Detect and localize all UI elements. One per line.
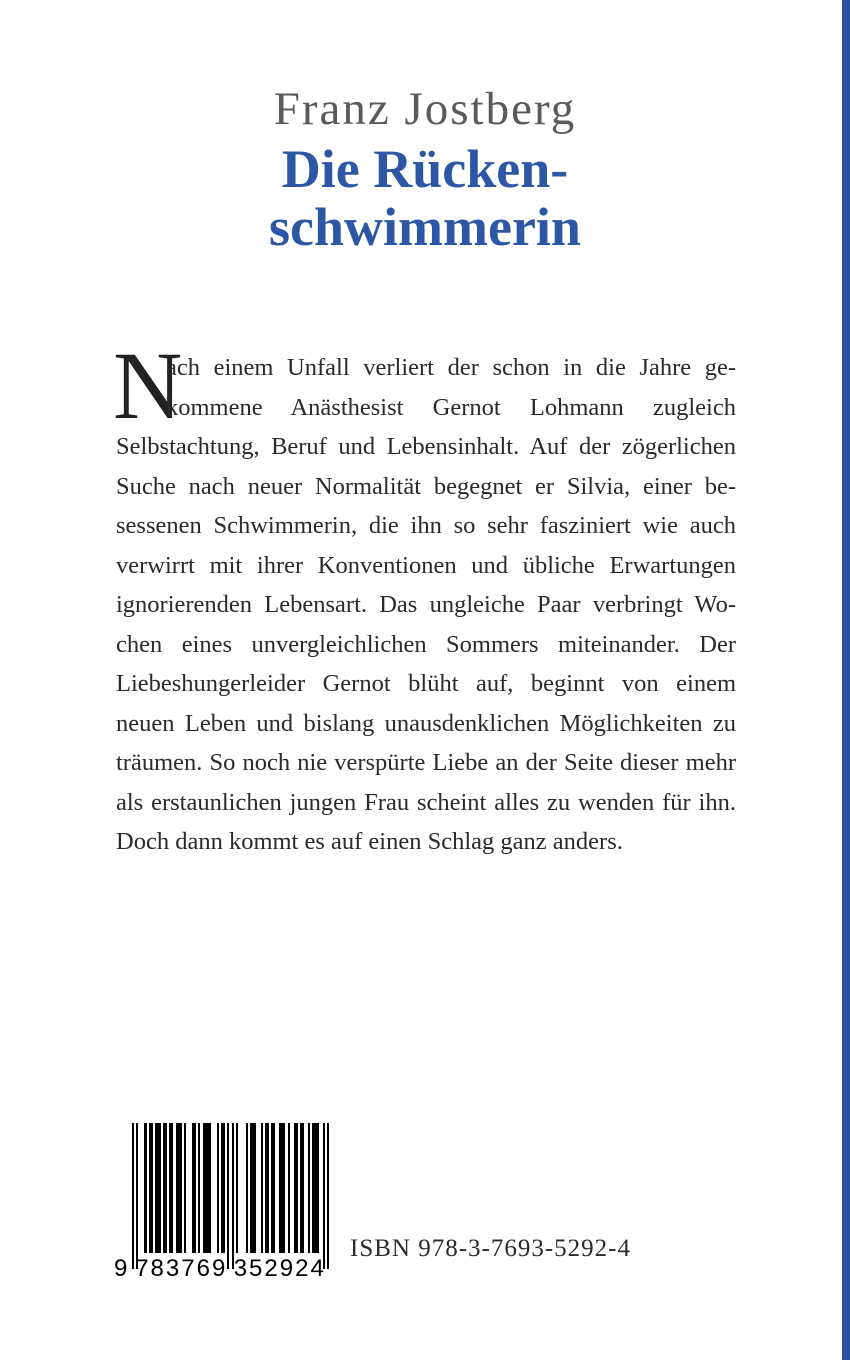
blurb-line: Selbstachtung, Beruf und Lebensinhalt. Auf der zögerlichen (116, 433, 736, 460)
barcode-bar (217, 1123, 219, 1253)
blurb-line: ach einem Unfall verliert der schon in die Jahre ge- (166, 354, 736, 381)
barcode-bar (144, 1123, 146, 1253)
barcode-bar (149, 1123, 153, 1253)
blurb-line: Suche nach neuer Normalität begegnet er Silvia, einer be- (116, 472, 736, 500)
barcode-bar (163, 1123, 167, 1253)
barcode-bar (232, 1123, 234, 1269)
barcode-bar (308, 1123, 310, 1253)
isbn-label: ISBN 978-3-7693-5292-4 (350, 1235, 632, 1262)
blurb-line: träumen. So noch nie verspürte Liebe an der Seite dieser mehr (116, 749, 736, 776)
barcode-bar (246, 1123, 248, 1253)
title-line-2: schwimmerin (269, 197, 581, 257)
barcode-bar (261, 1123, 263, 1253)
barcode-bar (279, 1123, 285, 1253)
barcode-bar (265, 1123, 269, 1253)
blurb-line: Doch dann kommt es auf einen Schlag ganz anders. (116, 828, 623, 855)
barcode-bar (198, 1123, 200, 1253)
barcode-bar (169, 1123, 173, 1253)
blurb-line: neuen Leben und bislang unausdenklichen Möglichkeiten zu (116, 709, 736, 737)
barcode-bar (327, 1123, 329, 1269)
blurb-line: ignorierenden Lebensart. Das ungleiche Paar verbringt Wo- (116, 591, 736, 618)
drop-cap: N (113, 332, 183, 439)
barcode-first-digit: 9 (114, 1255, 128, 1282)
barcode-bar (192, 1123, 196, 1253)
barcode-bar (221, 1123, 225, 1253)
blurb-line: sessenen Schwimmerin, die ihn so sehr fasziniert wie auch (116, 512, 736, 539)
author-name: Franz Jostberg (273, 83, 577, 135)
barcode-bar (227, 1123, 229, 1269)
barcode-bar (136, 1123, 138, 1269)
book-title (0, 140, 850, 256)
blurb-line: als erstaunlichen jungen Frau scheint alles zu wenden für ihn. (116, 788, 736, 816)
barcode-bar (176, 1123, 182, 1253)
blurb-line: chen eines unvergleichlichen Sommers miteinander. Der (116, 630, 736, 658)
barcode-bar (294, 1123, 298, 1253)
barcode-bar (203, 1123, 211, 1253)
barcode-bar (312, 1123, 318, 1253)
blurb-line: Liebeshungerleider Gernot blüht auf, beginnt von einem (116, 670, 736, 697)
barcode-left-group: 783769 (135, 1255, 228, 1282)
barcode-bar (300, 1123, 304, 1253)
blurb-text (116, 348, 736, 862)
barcode-bar (155, 1123, 161, 1253)
barcode-bar (184, 1123, 186, 1253)
barcode-bar (132, 1123, 134, 1269)
barcode-digits (114, 1255, 329, 1283)
barcode-right-group: 352924 (233, 1255, 326, 1282)
barcode-bar (271, 1123, 275, 1253)
barcode-bar (236, 1123, 238, 1253)
barcode-bar (323, 1123, 325, 1269)
ean-barcode (114, 1123, 329, 1283)
barcode-bar (250, 1123, 256, 1253)
blurb-line: kommene Anästhesist Gernot Lohmann zugleich (166, 393, 736, 421)
barcode-bar (288, 1123, 290, 1253)
blurb-line: verwirrt mit ihrer Konventionen und übliche Erwartungen (116, 551, 736, 579)
title-line-1: Die Rücken- (281, 139, 569, 199)
barcode-bars (132, 1123, 329, 1253)
